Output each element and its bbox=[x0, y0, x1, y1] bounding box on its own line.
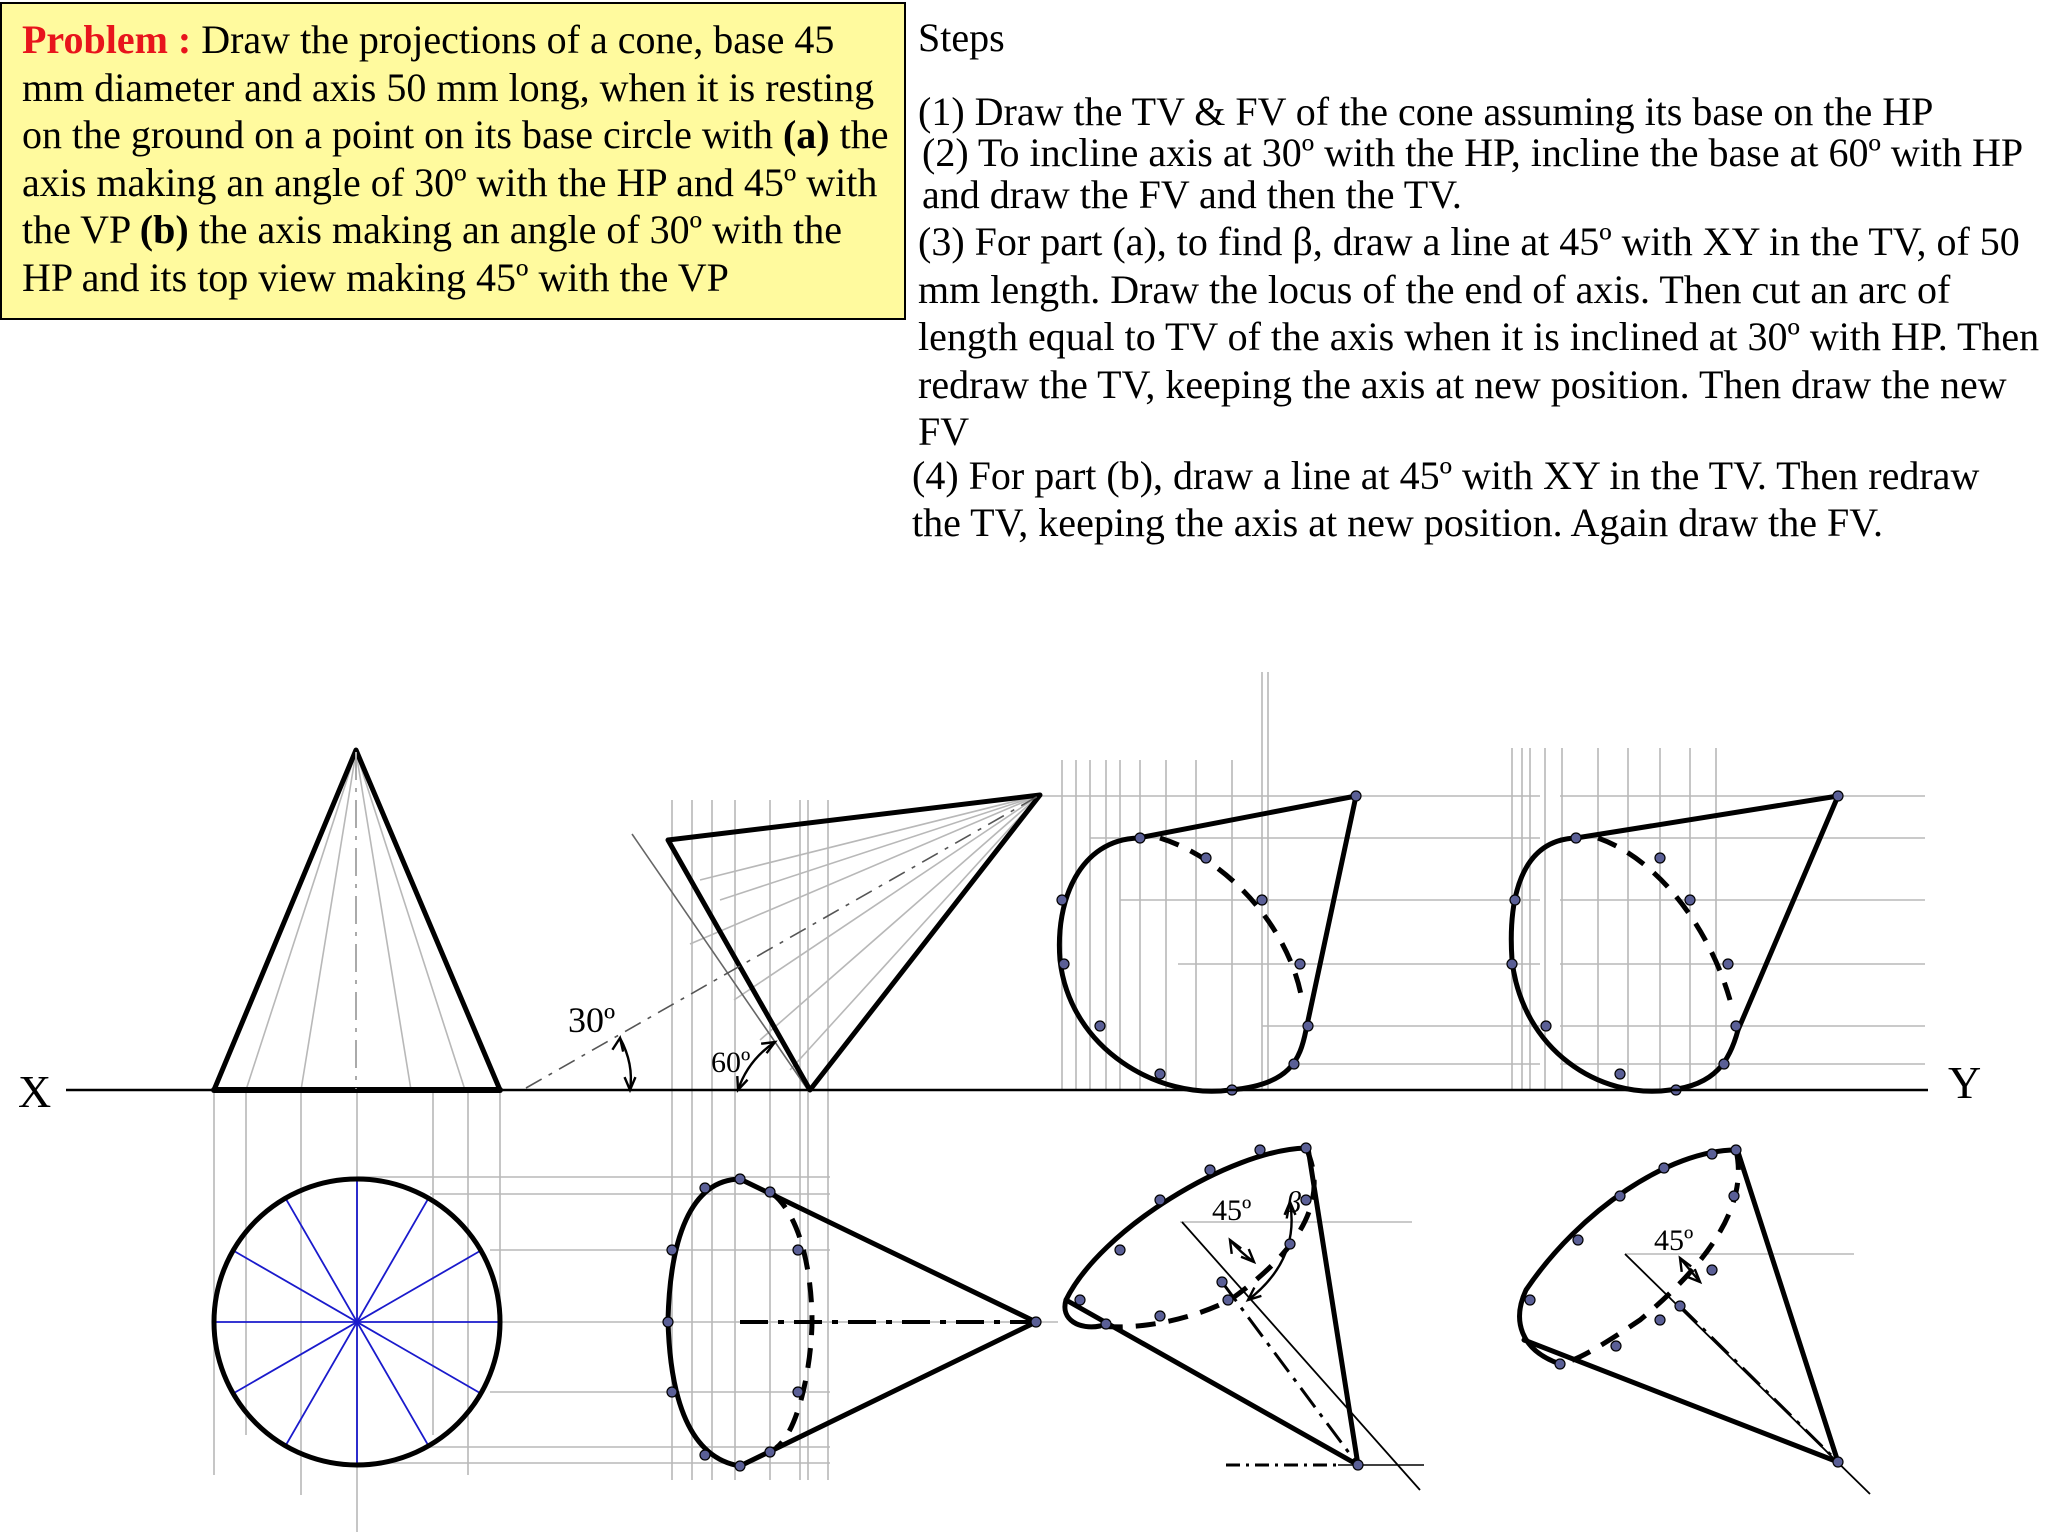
marker-point-0 bbox=[1135, 833, 1145, 843]
marker-point-61 bbox=[1675, 1301, 1685, 1311]
marker-point-50 bbox=[1707, 1149, 1717, 1159]
marker-point-59 bbox=[1729, 1191, 1739, 1201]
axis-lines bbox=[356, 752, 1838, 1465]
marker-point-25 bbox=[663, 1317, 673, 1327]
angle-45-label-part-b: 45º bbox=[1654, 1224, 1694, 1257]
locus-45-line bbox=[1182, 1222, 1420, 1490]
marker-point-45 bbox=[1285, 1239, 1295, 1249]
marker-point-17 bbox=[1731, 1021, 1741, 1031]
marker-point-13 bbox=[1833, 791, 1843, 801]
marker-point-36 bbox=[1301, 1143, 1311, 1153]
marker-point-48 bbox=[1217, 1277, 1227, 1287]
cone-fv-4-hidden bbox=[1598, 838, 1730, 1000]
marker-point-12 bbox=[1571, 833, 1581, 843]
marker-point-37 bbox=[1255, 1145, 1265, 1155]
cone-tv-3-visible bbox=[1065, 1148, 1306, 1327]
marker-point-34 bbox=[793, 1245, 803, 1255]
marker-point-42 bbox=[1101, 1319, 1111, 1329]
marker-point-30 bbox=[735, 1174, 745, 1184]
part-b-label: (b) bbox=[139, 207, 189, 252]
marker-point-38 bbox=[1205, 1165, 1215, 1175]
generator-fv1-2 bbox=[356, 752, 411, 1090]
marker-point-39 bbox=[1155, 1195, 1165, 1205]
marker-point-55 bbox=[1555, 1359, 1565, 1369]
marker-point-57 bbox=[1655, 1315, 1665, 1325]
thin-lines bbox=[632, 834, 1870, 1494]
marker-point-40 bbox=[1115, 1245, 1125, 1255]
cone-fv-4-generators bbox=[1576, 796, 1838, 1030]
step-3: (3) For part (a), to find β, draw a line at 45º with XY in the TV, of 50 mm length. Draw the locus of the end of axis. Then cut an arc of length equal to TV of the axis when it is inclined at 30º with HP. Then redraw the TV, keeping the axis at new position. Then draw the new FV bbox=[918, 219, 2040, 454]
angle-45-label-part-a: 45º bbox=[1212, 1194, 1252, 1227]
marker-point-2 bbox=[1201, 853, 1211, 863]
dim-arrow-0 bbox=[612, 1038, 623, 1052]
marker-point-22 bbox=[1507, 959, 1517, 969]
part-a-label: (a) bbox=[782, 112, 830, 157]
marker-point-18 bbox=[1719, 1059, 1729, 1069]
marker-point-28 bbox=[700, 1183, 710, 1193]
marker-point-54 bbox=[1525, 1295, 1535, 1305]
marker-point-20 bbox=[1615, 1069, 1625, 1079]
marker-point-47 bbox=[1353, 1460, 1363, 1470]
marker-point-23 bbox=[1510, 895, 1520, 905]
marker-point-6 bbox=[1289, 1059, 1299, 1069]
object-lines bbox=[214, 750, 1838, 1466]
axis-tv-3 bbox=[1222, 1282, 1358, 1465]
marker-point-11 bbox=[1057, 895, 1067, 905]
angle-60-label: 60º bbox=[711, 1046, 751, 1079]
beta-label: β bbox=[1286, 1186, 1301, 1219]
marker-point-24 bbox=[1031, 1317, 1041, 1327]
angle-30-label: 30º bbox=[568, 1000, 616, 1040]
step-2-line-1: (2) To incline axis at 30º with the HP, incline the base at 60º with HP bbox=[922, 130, 2024, 175]
problem-text-3: the axis making an angle of 30º with the HP and its top view making 45º with the VP bbox=[22, 207, 843, 300]
generator-fv1-3 bbox=[356, 752, 465, 1090]
problem-label: Problem : bbox=[22, 17, 192, 62]
step-1: (1) Draw the TV & FV of the cone assuming its base on the HP bbox=[918, 88, 1934, 134]
marker-point-15 bbox=[1685, 895, 1695, 905]
marker-point-60 bbox=[1833, 1457, 1843, 1467]
generator-fv1-1 bbox=[301, 752, 356, 1090]
marker-point-49 bbox=[1731, 1145, 1741, 1155]
marker-point-21 bbox=[1541, 1021, 1551, 1031]
marker-point-41 bbox=[1075, 1295, 1085, 1305]
y-label: Y bbox=[1948, 1057, 1982, 1108]
marker-point-51 bbox=[1659, 1163, 1669, 1173]
construction-lines bbox=[214, 672, 1925, 1532]
cone-tv-4-hidden bbox=[1560, 1150, 1738, 1364]
marker-point-32 bbox=[765, 1187, 775, 1197]
marker-point-53 bbox=[1573, 1235, 1583, 1245]
steps-title: Steps bbox=[918, 15, 1005, 60]
generator-fv1-0 bbox=[246, 752, 356, 1090]
marker-points bbox=[663, 791, 1843, 1471]
marker-point-44 bbox=[1223, 1295, 1233, 1305]
problem-text-1: Draw the projections of a cone, base 45 mm diameter and axis 50 mm long, when it is resting on the ground on a point on its base circle with bbox=[22, 17, 875, 157]
step-2-line-2: and draw the FV and then the TV. bbox=[922, 171, 1462, 217]
cone-tv-3-hidden bbox=[1100, 1148, 1314, 1327]
marker-point-58 bbox=[1707, 1265, 1717, 1275]
marker-point-5 bbox=[1303, 1021, 1313, 1031]
step-4-line-2: the TV, keeping the axis at new position. Again draw the FV. bbox=[912, 500, 1883, 545]
marker-point-26 bbox=[667, 1245, 677, 1255]
marker-point-27 bbox=[667, 1387, 677, 1397]
x-label: X bbox=[18, 1066, 52, 1117]
marker-point-29 bbox=[700, 1450, 710, 1460]
cone-fv-3-hidden bbox=[1160, 838, 1302, 1000]
marker-point-1 bbox=[1351, 791, 1361, 801]
cone-fv-3-generators bbox=[1138, 796, 1356, 1030]
marker-point-14 bbox=[1655, 853, 1665, 863]
step-4-line-1: (4) For part (b), draw a line at 45º with XY in the TV. Then redraw bbox=[912, 452, 1980, 498]
marker-point-31 bbox=[735, 1461, 745, 1471]
marker-point-10 bbox=[1059, 959, 1069, 969]
marker-point-46 bbox=[1301, 1195, 1311, 1205]
marker-point-3 bbox=[1257, 895, 1267, 905]
marker-point-35 bbox=[793, 1387, 803, 1397]
problem-text-2: the axis making an angle of 30º with the HP and 45º with the VP bbox=[22, 112, 889, 252]
marker-point-33 bbox=[765, 1447, 775, 1457]
dim-arrow-5 bbox=[1241, 1249, 1254, 1262]
marker-point-9 bbox=[1095, 1021, 1105, 1031]
marker-point-16 bbox=[1723, 959, 1733, 969]
marker-point-52 bbox=[1615, 1191, 1625, 1201]
generator-fv2-5 bbox=[760, 795, 1040, 1040]
marker-point-56 bbox=[1611, 1341, 1621, 1351]
marker-point-8 bbox=[1155, 1069, 1165, 1079]
marker-point-43 bbox=[1155, 1311, 1165, 1321]
marker-point-4 bbox=[1295, 959, 1305, 969]
